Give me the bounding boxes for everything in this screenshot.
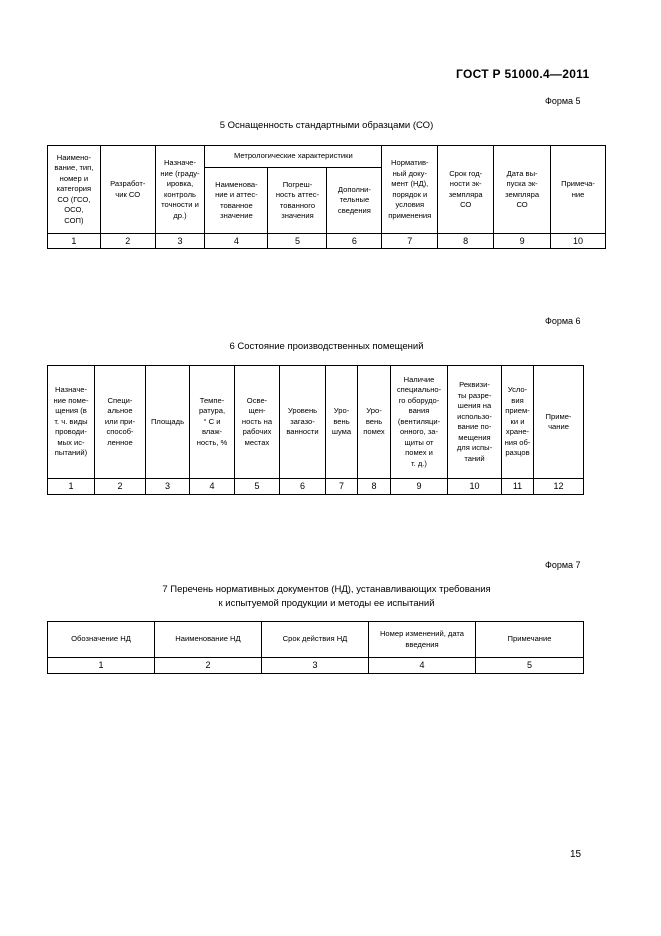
form5-column-number: 10 — [551, 234, 606, 249]
form6-column-number: 12 — [534, 479, 584, 495]
form5-column-number: 6 — [327, 234, 382, 249]
form7-column-number: 3 — [262, 658, 369, 674]
form6-column-number: 9 — [391, 479, 448, 495]
form7-header-cell: Обозначение НД — [48, 622, 155, 658]
form6-table — [47, 365, 584, 495]
form6-label: Форма 6 — [545, 316, 581, 326]
form6-header-cell: Приме- чание — [534, 366, 584, 479]
form6-column-number: 5 — [235, 479, 280, 495]
form7-column-number: 5 — [476, 658, 584, 674]
form5-header-cell: Назначе- ние (граду- ировка, контроль точности и др.) — [155, 146, 205, 234]
form6-header-cell: Темпе- ратура, ° С и влаж- ность, % — [190, 366, 235, 479]
form5-column-number: 3 — [155, 234, 205, 249]
page-number: 15 — [570, 849, 582, 860]
form5-group-header: Метрологические характеристики — [205, 146, 382, 168]
form5-column-number: 2 — [100, 234, 155, 249]
form5-caption: 5 Оснащенность стандартными образцами (СО) — [219, 120, 434, 131]
form6-column-number: 3 — [146, 479, 190, 495]
form6-column-number: 1 — [48, 479, 95, 495]
form5-header-cell: Разработ- чик СО — [100, 146, 155, 234]
form5-header-cell: Наименова- ние и аттес- тованное значение — [205, 168, 268, 234]
form5-header-cell: Срок год- ности эк- земпляра СО — [438, 146, 494, 234]
form7-caption-line2: к испытуемой продукции и методы ее испытаний — [218, 598, 435, 609]
form6-column-number: 8 — [358, 479, 391, 495]
form7-label: Форма 7 — [545, 560, 581, 570]
form5-header-cell: Норматив- ный доку- мент (НД), порядок и условия применения — [382, 146, 438, 234]
form7-column-number: 4 — [369, 658, 476, 674]
form5-header-cell: Дополни- тельные сведения — [327, 168, 382, 234]
form5-label: Форма 5 — [545, 96, 581, 106]
form5-header-cell: Наимено- вание, тип, номер и категория СО (ГСО, ОСО, СОП) — [48, 146, 101, 234]
form5-table — [47, 145, 606, 249]
form7-caption-line1: 7 Перечень нормативных документов (НД), устанавливающих требования — [162, 584, 491, 595]
form5-column-number: 8 — [438, 234, 494, 249]
form5-column-number: 5 — [268, 234, 327, 249]
form7-header-cell: Примечание — [476, 622, 584, 658]
form7-caption — [47, 583, 606, 611]
form5-header-cell: Примеча- ние — [551, 146, 606, 234]
form7-header-cell: Срок действия НД — [262, 622, 369, 658]
form5-header-cell: Погреш- ность аттес- тованного значения — [268, 168, 327, 234]
form6-column-number: 11 — [502, 479, 534, 495]
form6-header-cell: Площадь — [146, 366, 190, 479]
form7-table — [47, 621, 584, 674]
form6-header-cell: Осве- щен- ность на рабочих местах — [235, 366, 280, 479]
form6-column-number: 4 — [190, 479, 235, 495]
form6-header-cell: Назначе- ние поме- щения (в т. ч. виды проводи- мых ис- пытаний) — [48, 366, 95, 479]
form6-header-cell: Уро- вень помех — [358, 366, 391, 479]
document-code: ГОСТ Р 51000.4—2011 — [456, 67, 590, 81]
form5-column-number: 4 — [205, 234, 268, 249]
form5-header-cell: Дата вы- пуска эк- земпляра СО — [494, 146, 551, 234]
form5-column-number: 9 — [494, 234, 551, 249]
form6-header-cell: Уровень загазо- ванности — [280, 366, 326, 479]
form6-caption: 6 Состояние производственных помещений — [229, 341, 424, 352]
form6-header-cell: Усло- вия прием- ки и хране- ния об- разцов — [502, 366, 534, 479]
form6-column-number: 6 — [280, 479, 326, 495]
form6-column-number: 10 — [448, 479, 502, 495]
form5-column-number: 1 — [48, 234, 101, 249]
form6-header-cell: Специ- альное или при- способ- ленное — [95, 366, 146, 479]
form5-column-number: 7 — [382, 234, 438, 249]
form6-header-cell: Реквизи- ты разре- шения на использо- вание по- мещения для испы- таний — [448, 366, 502, 479]
form7-column-number: 2 — [155, 658, 262, 674]
form6-column-number: 2 — [95, 479, 146, 495]
form7-column-number: 1 — [48, 658, 155, 674]
form6-header-cell: Уро- вень шума — [326, 366, 358, 479]
form6-header-cell: Наличие специально- го оборудо- вания (вентиляци- онного, за- щиты от помех и т. д.) — [391, 366, 448, 479]
form7-header-cell: Наименование НД — [155, 622, 262, 658]
form6-column-number: 7 — [326, 479, 358, 495]
form7-header-cell: Номер изменений, дата введения — [369, 622, 476, 658]
